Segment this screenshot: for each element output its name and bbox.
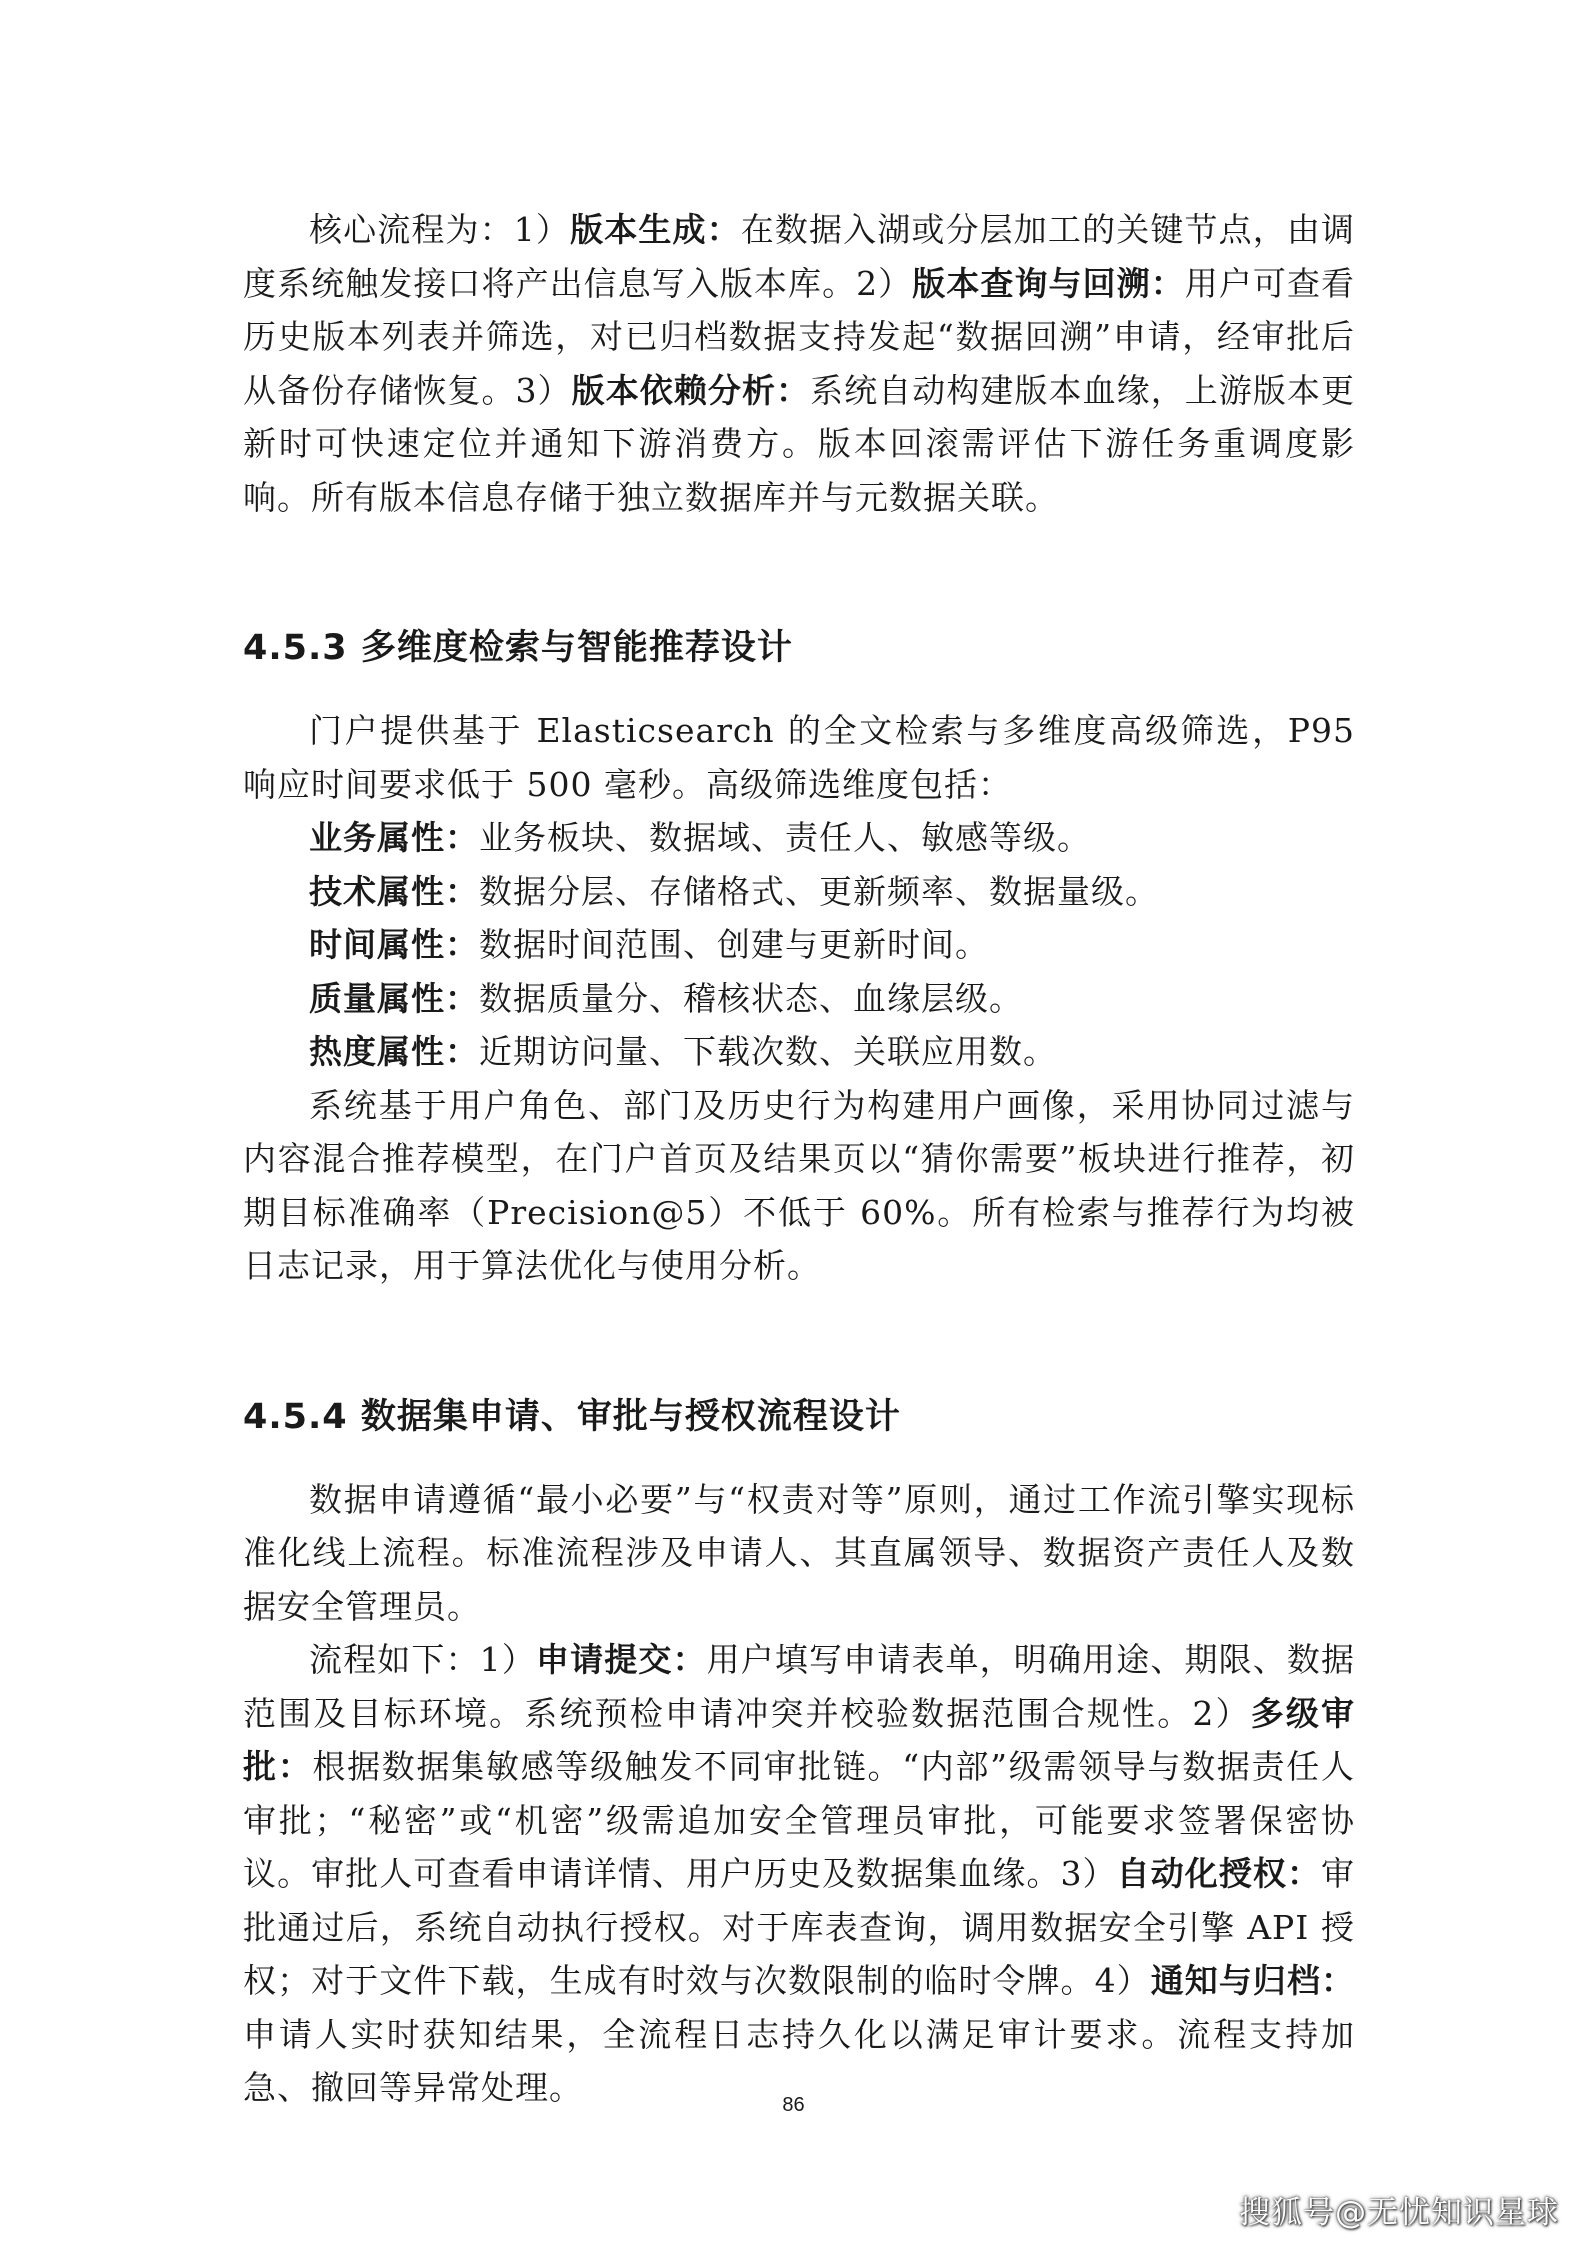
bold-term: 自动化授权： <box>1116 1854 1321 1893</box>
page-number: 86 <box>782 2094 805 2116</box>
watermark: 搜狐号@无忧知识星球 <box>1239 2195 1559 2231</box>
version-process-paragraph: 核心流程为：1）版本生成：在数据入湖或分层加工的关键节点，由调度系统触发接口将产出信息写入版本库。2）版本查询与回溯：用户可查看历史版本列表并筛选，对已归档数据支持发起“数据回溯”申请，经审批后从备份存储恢复。3）版本依赖分析：系统自动构建版本血缘，上游版本更新时可快速定位并通知下游消费方。版本回滚需评估下游任务重调度影响。所有版本信息存储于独立数据库并与元数据关联。 <box>243 210 1356 517</box>
page-content <box>243 203 1355 2115</box>
bold-term: 版本依赖分析： <box>571 370 811 410</box>
attribute-item: 时间属性：数据时间范围、创建与更新时间。 <box>309 925 989 964</box>
apply-flow-paragraph: 流程如下：1）申请提交：用户填写申请表单，明确用途、期限、数据范围及目标环境。系统预检申请冲突并校验数据范围合规性。2）多级审批：根据数据集敏感等级触发不同审批链。“内部”级需领导与数据责任人审批；“秘密”或“机密”级需追加安全管理员审批，可能要求签署保密协议。审批人可查看申请详情、用户历史及数据集血缘。3）自动化授权：审批通过后，系统自动执行授权。对于库表查询，调用数据安全引擎 API 授权；对于文件下载，生成有时效与次数限制的临时令牌。4）通知与归档：申请人实时获知结果，全流程日志持久化以满足审计要求。流程支持加急、撤回等异常处理。 <box>243 1640 1356 2107</box>
attribute-item: 技术属性：数据分层、存储格式、更新频率、数据量级。 <box>309 871 1159 911</box>
attribute-item: 质量属性：数据质量分、稽核状态、血缘层级。 <box>309 978 1023 1018</box>
bold-term: 多级审批： <box>243 1693 1356 1786</box>
attribute-item: 热度属性：近期访问量、下载次数、关联应用数。 <box>309 1032 1057 1071</box>
section-heading-453: 4.5.3 多维度检索与智能推荐设计 <box>243 628 793 668</box>
bold-term: 版本查询与回溯： <box>912 263 1185 303</box>
section-heading-454: 4.5.4 数据集申请、审批与授权流程设计 <box>243 1396 901 1437</box>
apply-intro-paragraph: 数据申请遵循“最小必要”与“权责对等”原则，通过工作流引擎实现标准化线上流程。标准流程涉及申请人、其直属领导、数据资产责任人及数据安全管理员。 <box>243 1479 1355 1626</box>
bold-term: 申请提交： <box>535 1640 707 1679</box>
recommend-paragraph: 系统基于用户角色、部门及历史行为构建用户画像，采用协同过滤与内容混合推荐模型，在门户首页及结果页以“猜你需要”板块进行推荐，初期目标准确率（Precision@5）不低于 60%。所有检索与推荐行为均被日志记录，用于算法优化与使用分析。 <box>243 1085 1355 1285</box>
attribute-item: 业务属性：业务板块、数据域、责任人、敏感等级。 <box>309 818 1091 857</box>
bold-term: 版本生成： <box>570 210 741 249</box>
search-intro-paragraph: 门户提供基于 Elasticsearch 的全文检索与多维度高级筛选，P95 响应时间要求低于 500 毫秒。高级筛选维度包括： <box>243 711 1355 804</box>
bold-term: 通知与归档： <box>1150 1961 1355 2000</box>
